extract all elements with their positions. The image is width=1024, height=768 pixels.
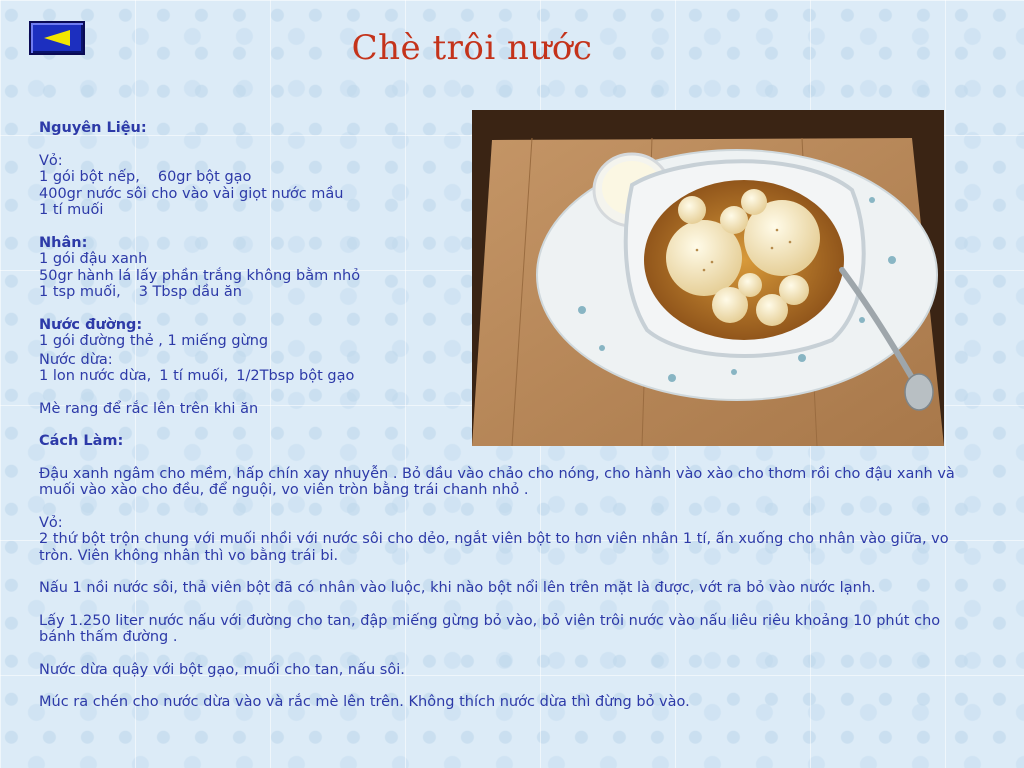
syrup-line-1: 1 gói đường thẻ , 1 miếng gừng: [39, 333, 269, 349]
filling-line-1: 1 gói đậu xanh: [39, 251, 148, 267]
filling-line-3a: 1 tsp muối,: [39, 284, 121, 300]
shell-ingredients: [39, 153, 974, 219]
method-step-4: Lấy 1.250 liter nước nấu với đường cho tan, đập miếng gừng bỏ vào, bỏ viên trôi nước vào nấu liêu riêu khoảng 10 phút cho bánh thấm đường .: [39, 612, 941, 645]
method-step-3: Nấu 1 nồi nước sôi, thả viên bột đã có nhân vào luộc, khi nào bột nổi lên trên mặt là được, vớt ra bỏ vào nước lạnh.: [39, 580, 876, 596]
coconut-label: Nước dừa:: [39, 351, 113, 368]
method-step-5: Nước dừa quậy với bột gạo, muối cho tan, nấu sôi.: [39, 661, 405, 678]
recipe-content: [39, 120, 974, 727]
method-heading: Cách Làm:: [39, 433, 124, 449]
shell-line-1b: 60gr bột gạo: [157, 169, 252, 185]
ingredients-heading: Nguyên Liệu:: [39, 120, 147, 136]
filling-ingredients: [39, 235, 974, 301]
coconut-line-1c: 1/2Tbsp bột gạo: [236, 368, 355, 384]
page-title: Chè trôi nước: [351, 28, 593, 68]
coconut-line-1a: 1 lon nước dừa,: [39, 368, 152, 384]
coconut-line-1b: 1 tí muối,: [159, 368, 229, 384]
shell-line-1a: 1 gói bột nếp,: [39, 169, 140, 185]
shell-line-2: 400gr nước sôi cho vào vài giọt nước mầu: [39, 185, 344, 202]
method-shell-label: Vỏ:: [39, 514, 63, 531]
shell-label: Vỏ:: [39, 152, 63, 169]
filling-line-2: 50gr hành lá lấy phần trắng không bằm nhỏ: [39, 267, 361, 284]
coconut-ingredients: [39, 352, 974, 385]
method-step-1: Đậu xanh ngâm cho mềm, hấp chín xay nhuyễn . Bỏ dầu vào chảo cho nóng, cho hành vào xào cho thơm rồi cho đậu xanh và muối vào xào cho đều, để nguội, vo viên tròn bằng trái chanh nhỏ .: [39, 465, 955, 498]
syrup-heading: Nước đường:: [39, 316, 143, 333]
sesame-line: Mè rang để rắc lên trên khi ăn: [39, 400, 259, 417]
syrup-ingredients: [39, 317, 974, 350]
method-step-2: 2 thứ bột trộn chung với muối nhồi với nước sôi cho dẻo, ngắt viên bột to hơn viên nhân 1 tí, ấn xuống cho nhân vào giữa, vo tròn. Viên không nhân thì vo bằng trái bi.: [39, 531, 949, 564]
filling-line-3b: 3 Tbsp dầu ăn: [138, 284, 242, 300]
shell-line-3: 1 tí muối: [39, 202, 104, 218]
method-step-6: Múc ra chén cho nước dừa vào và rắc mè lên trên. Không thích nước dừa thì đừng bỏ vào.: [39, 694, 690, 710]
method-shell: [39, 515, 974, 565]
filling-heading: Nhân:: [39, 234, 88, 251]
